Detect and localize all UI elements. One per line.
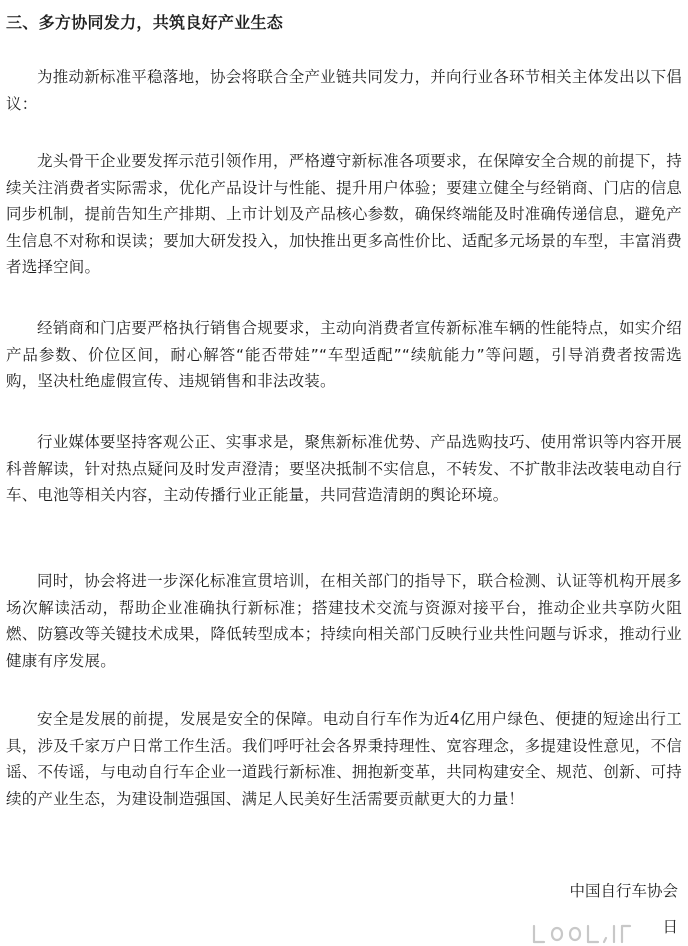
date-line (530, 906, 680, 946)
watermark-overlay (530, 920, 642, 946)
association-paragraph: 同时，协会将进一步深化标准宣贯培训，在相关部门的指导下，联合检测、认证等机构开展多场次解读活动，帮助企业准确执行新标准；搭建技术交流与资源对接平台，推动企业共享防火阻燃、防篡改等关键技术成果，降低转型成本；持续向相关部门反映行业共性问题与诉求，推动行业健康有序发展。 (6, 572, 682, 670)
leading-enterprises-paragraph: 龙头骨干企业要发挥示范引领作用，严格遵守新标准各项要求，在保障安全合规的前提下，持续关注消费者实际需求，优化产品设计与性能、提升用户体验；要建立健全与经销商、门店的信息同步机制，提前告知生产排期、上市计划及产品核心参数，确保终端能及时准确传递信息，避免产生信息不对称和误读；要加大研发投入，加快推出更多高性价比、适配多元场景的车型，丰富消费者选择空间。 (6, 152, 682, 276)
section-heading: 三、多方协同发力，共筑良好产业生态 (6, 13, 284, 32)
media-paragraph: 行业媒体要坚持客观公正、实事求是，聚焦新标准优势、产品选购技巧、使用常识等内容开展科普解读，针对热点疑问及时发声澄清；要坚决抵制不实信息，不转发、不扩散非法改装电动自行车、电池等相关内容，主动传播行业正能量，共同营造清朗的舆论环境。 (6, 433, 682, 504)
intro-paragraph: 为推动新标准平稳落地，协会将联合全产业链共同发力，并向行业各环节相关主体发出以下倡议： (6, 68, 682, 113)
signature-organization: 中国自行车协会 (569, 882, 678, 900)
closing-paragraph: 安全是发展的前提，发展是安全的保障。电动自行车作为近4亿用户绿色、便捷的短途出行工具，涉及千家万户日常工作生活。我们呼吁社会各界秉持理性、宽容理念，多提建设性意见，不信谣、不传谣，与电动自行车企业一道践行新标准、拥抱新变革，共同构建安全、规范、创新、可持续的产业生态，为建设制造强国、满足人民美好生活需要贡献更大的力量！ (6, 710, 682, 808)
dealers-paragraph: 经销商和门店要严格执行销售合规要求，主动向消费者宣传新标准车辆的性能特点，如实介绍产品参数、价位区间，耐心解答“能否带娃”“车型适配”“续航能力”等问题，引导消费者按需选购，坚决杜绝虚假宣传、违规销售和非法改装。 (6, 319, 682, 390)
date-text: 日 (662, 918, 678, 936)
